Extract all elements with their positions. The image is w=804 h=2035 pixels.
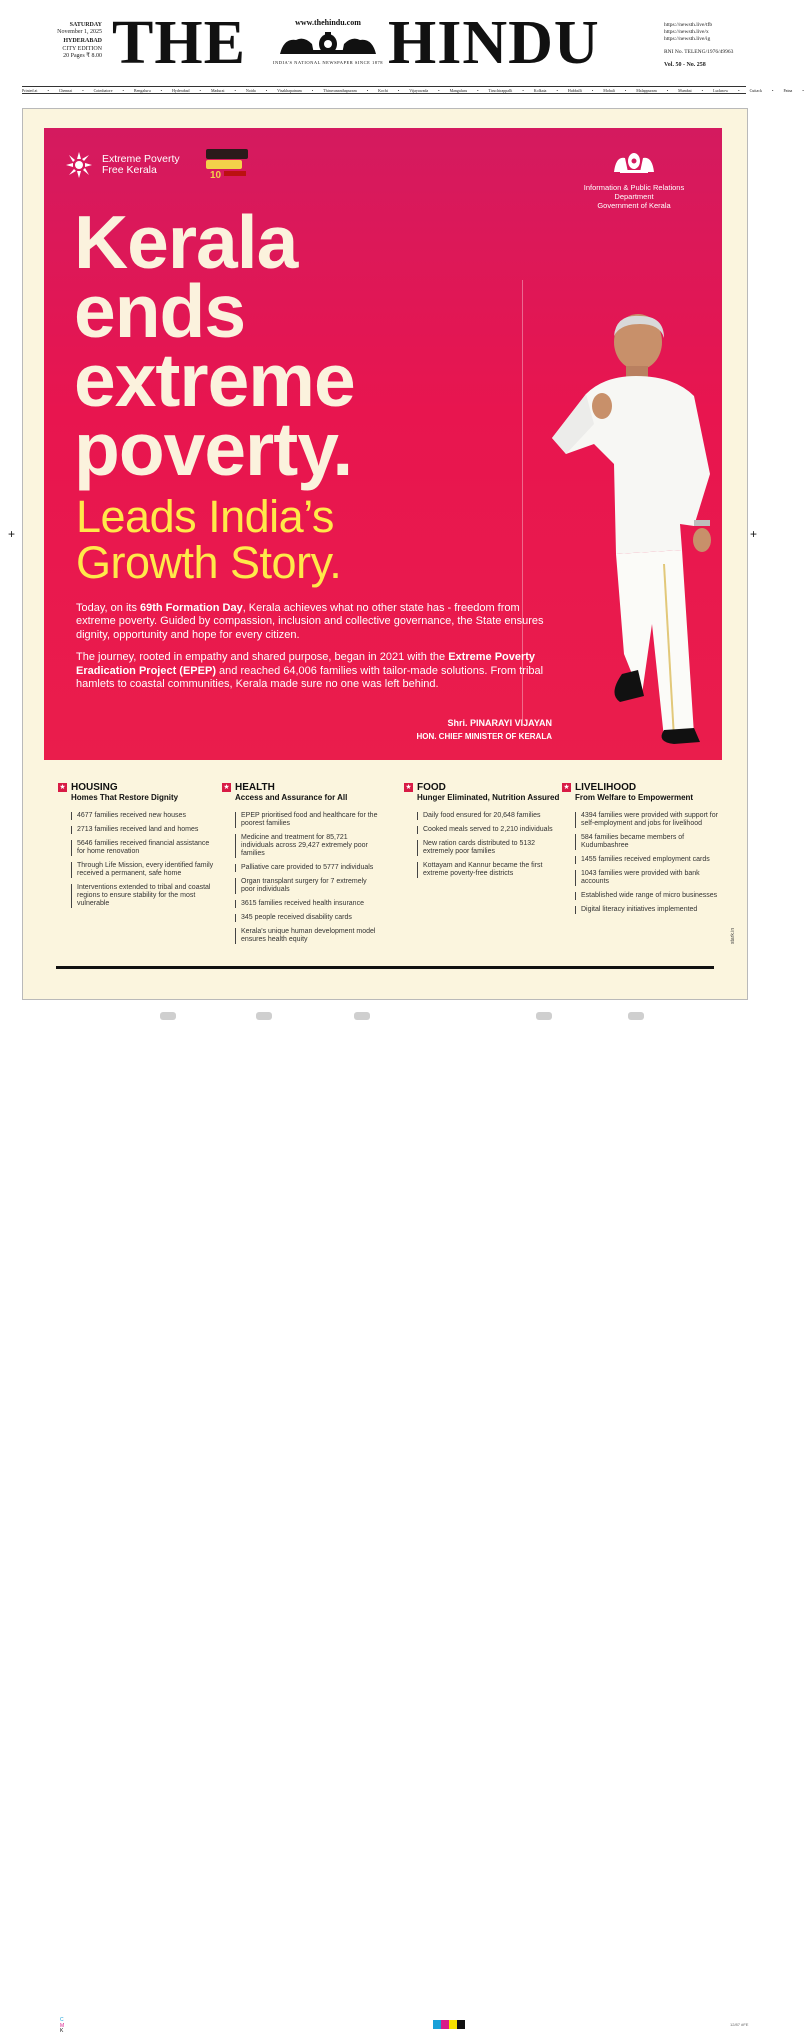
logo-line-1: Extreme Poverty xyxy=(102,152,180,165)
print-centre: Malappuram • xyxy=(636,88,668,93)
headline-line: Kerala xyxy=(74,200,298,284)
chief-minister-photo xyxy=(524,314,722,754)
extreme-poverty-free-logo xyxy=(64,150,180,180)
print-centre: Hyderabad • xyxy=(172,88,201,93)
print-centre: Madurai • xyxy=(211,88,236,93)
list-item: New ration cards distributed to 5132 extremely poor families xyxy=(417,840,564,856)
divider xyxy=(522,280,523,720)
print-centre: Cuttack • xyxy=(750,88,774,93)
newspaper-title-left: THE xyxy=(112,9,246,77)
subheadline-line: Leads India’s xyxy=(76,491,334,542)
section-subtitle: Access and Assurance for All xyxy=(235,793,348,802)
achievement-sections xyxy=(58,782,718,957)
agency-credit: stark.in xyxy=(730,927,736,944)
svg-text:10: 10 xyxy=(210,170,222,181)
registration-mark-icon: + xyxy=(8,527,16,541)
signatory xyxy=(416,718,552,741)
ipr-line-1: Information & Public Relations xyxy=(583,183,685,192)
masthead-links xyxy=(664,22,764,69)
masthead-center xyxy=(272,18,384,65)
list-item: Through Life Mission, every identified family received a permanent, safe home xyxy=(71,862,218,878)
list-item: 1455 families received employment cards xyxy=(575,856,722,864)
city: HYDERABAD xyxy=(63,38,102,45)
edition: CITY EDITION xyxy=(62,45,102,52)
print-centre: Patna • xyxy=(783,88,803,93)
subheadline-line: Growth Story. xyxy=(76,537,342,588)
ipr-department xyxy=(564,148,704,211)
signatory-title: HON. CHIEF MINISTER OF KERALA xyxy=(416,732,552,741)
list-item: 1043 families were provided with bank accounts xyxy=(575,870,722,886)
star-icon: ★ xyxy=(405,784,412,791)
signatory-name: Shri. PINARAYI VIJAYAN xyxy=(447,718,552,728)
print-mark xyxy=(628,1012,644,1020)
masthead xyxy=(0,0,768,90)
section-title: FOOD xyxy=(417,782,446,793)
list-item: 345 people received disability cards xyxy=(235,914,382,922)
ipr-line-3: Government of Kerala xyxy=(597,201,671,211)
print-mark xyxy=(354,1012,370,1020)
registration-mark-icon: + xyxy=(750,527,758,541)
section-subtitle: Homes That Restore Dignity xyxy=(71,793,179,802)
list-item: Kottayam and Kannur became the first extreme poverty-free districts xyxy=(417,862,564,878)
list-item: Medicine and treatment for 85,721 individuals across 29,427 extremely poor families xyxy=(235,834,382,858)
print-centre: Hubballi • xyxy=(568,88,593,93)
star-icon: ★ xyxy=(223,784,230,791)
section-list xyxy=(235,812,382,944)
headline-line: poverty. xyxy=(74,407,353,491)
print-centre: Printed at • xyxy=(22,88,49,93)
headline-line: extreme xyxy=(74,338,355,422)
edition-info xyxy=(40,22,102,60)
day: SATURDAY xyxy=(69,22,102,28)
list-item: 3615 families received health insurance xyxy=(235,900,382,908)
cmk-label: C M K xyxy=(60,2017,65,2034)
social-link-x[interactable]: https://newsth.live/x xyxy=(664,29,709,35)
print-centre: Noida • xyxy=(246,88,267,93)
list-item: 584 families became members of Kudumbashree xyxy=(575,834,722,850)
kerala-flower-icon xyxy=(64,150,94,180)
list-item: Organ transplant surgery for 7 extremely poor individuals xyxy=(235,878,382,894)
tagline: INDIA'S NATIONAL NEWSPAPER SINCE 1878 xyxy=(273,60,383,65)
volume-number: Vol. 50 - No. 258 xyxy=(664,62,706,68)
ad-hero-panel xyxy=(44,128,722,760)
section-title: HEALTH xyxy=(235,782,275,793)
list-item: 4394 families were provided with support for self-employment and jobs for livelihood xyxy=(575,812,722,828)
print-centres-strip xyxy=(22,86,793,94)
social-link-fb[interactable]: https://newsth.live/tfb xyxy=(664,22,713,28)
print-centre: Thiruvananthapuram • xyxy=(323,88,368,93)
print-mark xyxy=(256,1012,272,1020)
masthead-emblem-icon xyxy=(274,30,382,58)
print-centre: Mangaluru • xyxy=(450,88,479,93)
section-food xyxy=(404,782,564,884)
headline-line: ends xyxy=(74,269,246,353)
ad-paragraph-2: The journey, rooted in empathy and shared purpose, began in 2021 with the Extreme Poverty Eradication Project (EPEP) and reached 64,006 families with tailor-made solutions. From tribal hamlets to coastal communities, Kerala made sure no one was left behind. xyxy=(76,651,544,691)
social-link-ig[interactable]: https://newsth.live/ig xyxy=(664,36,711,42)
kerala-state-emblem-icon xyxy=(612,148,656,174)
section-list xyxy=(71,812,218,908)
list-item: EPEP prioritised food and healthcare for the poorest families xyxy=(235,812,382,828)
print-centre: Coimbatore • xyxy=(94,88,124,93)
section-title: LIVELIHOOD xyxy=(575,782,637,793)
section-subtitle: From Welfare to Empowerment xyxy=(575,793,694,802)
newspaper-title-right: HINDU xyxy=(388,9,600,77)
website-link[interactable]: www.thehindu.com xyxy=(295,18,361,27)
date: November 1, 2025 xyxy=(57,29,102,36)
print-mark xyxy=(160,1012,176,1020)
section-list xyxy=(417,812,564,878)
print-mark xyxy=(536,1012,552,1020)
print-centre: Chennai • xyxy=(59,88,84,93)
print-centre: Mohali • xyxy=(603,88,626,93)
section-subtitle: Hunger Eliminated, Nutrition Assured xyxy=(417,793,560,802)
section-livelihood xyxy=(562,782,722,920)
print-centre: Mumbai • xyxy=(678,88,703,93)
star-icon: ★ xyxy=(59,784,66,791)
list-item: Cooked meals served to 2,210 individuals xyxy=(417,826,564,834)
star-icon: ★ xyxy=(563,784,570,791)
print-centre: Lucknow • xyxy=(713,88,740,93)
list-item: Daily food ensured for 20,648 families xyxy=(417,812,564,820)
print-centre: Kolkata • xyxy=(534,88,558,93)
list-item: Kerala's unique human development model ensures health equity xyxy=(235,928,382,944)
print-centre: Vijayawada • xyxy=(409,88,439,93)
print-centre: Tiruchirappalli • xyxy=(489,88,524,93)
rni-number: RNI No. TELENG/1976/49963 xyxy=(664,49,734,55)
ad-body xyxy=(76,602,556,700)
list-item: 5646 families received financial assistance for home renovation xyxy=(71,840,218,856)
section-list xyxy=(575,812,722,914)
list-item: Palliative care provided to 5777 individuals xyxy=(235,864,382,872)
list-item: 2713 families received land and homes xyxy=(71,826,218,834)
ipr-line-2: Department xyxy=(614,192,654,202)
print-centre: Visakhapatnam • xyxy=(277,88,313,93)
job-label: 12/87 #FE xyxy=(730,2022,749,2027)
list-item: 4677 families received new houses xyxy=(71,812,218,820)
list-item: Established wide range of micro businesses xyxy=(575,892,722,900)
section-title: HOUSING xyxy=(71,782,118,793)
formation-day-10-logo xyxy=(204,146,250,180)
ad-subheadline xyxy=(76,491,342,588)
section-health xyxy=(222,782,382,950)
ad-bottom-rule xyxy=(56,966,714,969)
section-housing xyxy=(58,782,218,914)
print-centre: Bengaluru • xyxy=(134,88,162,93)
color-bars xyxy=(433,2020,465,2029)
pages-price: 20 Pages ₹ 8.00 xyxy=(63,52,102,59)
list-item: Interventions extended to tribal and coastal regions to ensure stability for the most vulnerable xyxy=(71,884,218,908)
print-centre: Kochi • xyxy=(378,88,399,93)
list-item: Digital literacy initiatives implemented xyxy=(575,906,722,914)
ad-headline xyxy=(74,200,355,491)
logo-line-2: Free Kerala xyxy=(102,164,157,176)
ad-paragraph-1: Today, on its 69th Formation Day, Kerala achieves what no other state has - freedom from extreme poverty. Guided by compassion, inclusion and collective governance, the State ensures dignity, opportunity and hope for every citizen. xyxy=(76,602,544,641)
print-marks-strip xyxy=(0,1008,768,2034)
